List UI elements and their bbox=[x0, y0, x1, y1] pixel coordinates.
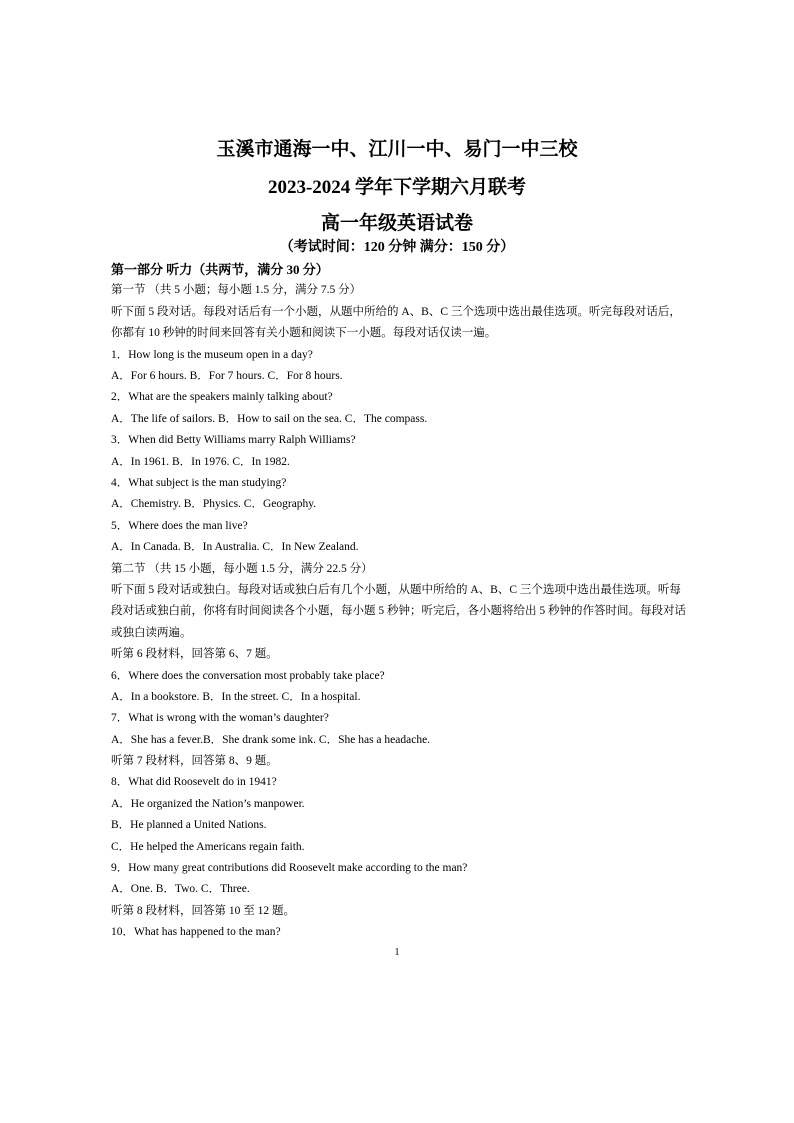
section1-header: 第一节 （共 5 小题；每小题 1.5 分，满分 7.5 分） bbox=[111, 284, 362, 297]
question-9-options: A．One. B．Two. C．Three. bbox=[111, 883, 250, 896]
question-2: 2．What are the speakers mainly talking about? bbox=[111, 391, 333, 404]
question-9: 9．How many great contributions did Roosevelt make according to the man? bbox=[111, 862, 468, 875]
question-2-options: A．The life of sailors. B．How to sail on the sea. C．The compass. bbox=[111, 412, 428, 425]
question-6-options: A．In a bookstore. B．In the street. C．In a hospital. bbox=[111, 690, 361, 703]
material-8-note: 听第 8 段材料，回答第 10 至 12 题。 bbox=[111, 904, 295, 917]
material-6-note: 听第 6 段材料，回答第 6、7 题。 bbox=[111, 648, 278, 661]
question-6: 6．Where does the conversation most probably take place? bbox=[111, 669, 385, 682]
question-8-option-b: B．He planned a United Nations. bbox=[111, 819, 267, 832]
material-7-note: 听第 7 段材料，回答第 8、9 题。 bbox=[111, 755, 278, 768]
question-1: 1．How long is the museum open in a day? bbox=[111, 348, 313, 361]
part1-title: 第一部分 听力（共两节，满分 30 分） bbox=[111, 262, 329, 277]
page-number: 1 bbox=[394, 947, 400, 958]
question-10: 10．What has happened to the man? bbox=[111, 926, 281, 939]
exam-term-title: 2023-2024 学年下学期六月联考 bbox=[267, 177, 527, 198]
question-8-option-a: A．He organized the Nation’s manpower. bbox=[111, 797, 305, 810]
question-8: 8．What did Roosevelt do in 1941? bbox=[111, 776, 277, 789]
question-4: 4．What subject is the man studying? bbox=[111, 476, 287, 489]
question-3-options: A．In 1961. B．In 1976. C．In 1982. bbox=[111, 455, 290, 468]
exam-content bbox=[111, 259, 691, 944]
question-5: 5．Where does the man live? bbox=[111, 519, 248, 532]
question-1-options: A．For 6 hours. B．For 7 hours. C．For 8 hours. bbox=[111, 369, 343, 382]
question-7-options: A．She has a fever.B．She drank some ink. C．She has a headache. bbox=[111, 733, 431, 746]
section1-instructions: 听下面 5 段对话。每段对话后有一个小题，从题中所给的 A、B、C 三个选项中选出最佳选项。听完每段对话后，你都有 10 秒钟的时间来回答有关小题和阅读下一小题。每段对话仅读一遍。 bbox=[111, 305, 681, 340]
section2-header: 第二节 （共 15 小题，每小题 1.5 分，满分 22.5 分） bbox=[111, 562, 373, 575]
exam-time-score: （考试时间：120 分钟 满分：150 分） bbox=[279, 240, 515, 255]
question-5-options: A．In Canada. B．In Australia. C．In New Zealand. bbox=[111, 541, 359, 554]
question-8-option-c: C．He helped the Americans regain faith. bbox=[111, 840, 305, 853]
school-names-title: 玉溪市通海一中、江川一中、易门一中三校 bbox=[216, 139, 578, 160]
question-4-options: A．Chemistry. B．Physics. C．Geography. bbox=[111, 498, 317, 511]
exam-subject-title: 高一年级英语试卷 bbox=[320, 213, 473, 234]
question-3: 3．When did Betty Williams marry Ralph Williams? bbox=[111, 434, 356, 447]
question-7: 7．What is wrong with the woman’s daughter? bbox=[111, 712, 329, 725]
section2-instructions: 听下面 5 段对话或独白。每段对话或独白后有几个小题，从题中所给的 A、B、C 三个选项中选出最佳选项。听每段对话或独白前，你将有时间阅读各个小题，每小题 5 秒钟；听完后，各小题将给出 5 秒钟的作答时间。每段对话或独白读两遍。 bbox=[111, 583, 686, 639]
